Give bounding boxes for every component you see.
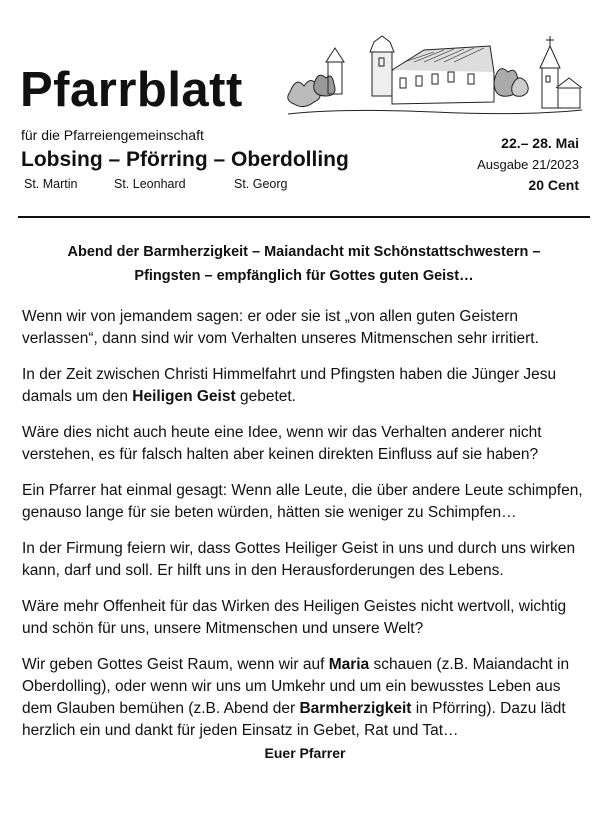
parishes-line: Lobsing – Pförring – Oberdolling — [21, 148, 349, 171]
paragraph-7 — [22, 654, 588, 742]
p7-bold-barmherzigkeit: Barmherzigkeit — [299, 700, 412, 717]
page-title: Pfarrblatt — [20, 63, 243, 117]
issue-info — [477, 133, 579, 196]
p7-text-c: schauen (z.B. Maiandacht in Oberdolling), oder wenn wir uns um Umkehr und um ein bewusstes Leben aus dem Glauben bemühen (z.B. Abend der — [22, 656, 570, 717]
paragraph-6: Wäre mehr Offenheit für das Wirken des Heiligen Geistes nicht wertvoll, wichtig und schön für uns, unsere Mitmenschen und unsere Welt? — [22, 598, 567, 637]
saint-leonhard: St. Leonhard — [114, 177, 186, 191]
paragraph-3: Wäre dies nicht auch heute eine Idee, wenn wir das Verhalten anderer nicht verstehen, es für falsch halten aber keinen direkten Einfluss auf sie haben? — [22, 424, 542, 463]
p7-bold-maria: Maria — [328, 656, 370, 673]
headline-line-1: Abend der Barmherzigkeit – Maiandacht mit Schönstattschwestern – — [67, 244, 541, 260]
paragraph-1: Wenn wir von jemandem sagen: er oder sie ist „von allen guten Geistern verlassen“, dann sind wir vom Verhalten unseres Mitmenschen sehr irritiert. — [22, 308, 539, 347]
signature: Euer Pfarrer — [264, 745, 346, 761]
p7-text-a: Wir geben Gottes Geist Raum, wenn wir auf — [22, 656, 329, 673]
paragraph-4: Ein Pfarrer hat einmal gesagt: Wenn alle Leute, die über andere Leute schimpfen, genauso lange für sie beten würden, hätten sie weniger zu Schimpfen… — [22, 482, 583, 521]
article-headline — [22, 240, 586, 288]
issue-date: 22.– 28. Mai — [501, 135, 579, 151]
issue-edition: Ausgabe 21/2023 — [477, 157, 579, 172]
paragraph-2 — [22, 364, 588, 408]
saint-georg: St. Georg — [234, 177, 288, 191]
church-sketch-illustration — [284, 22, 584, 122]
issue-price: 20 Cent — [528, 177, 579, 193]
p2-text-b: gebetet. — [235, 388, 296, 405]
p7-text-e: in Pförring). Dazu lädt herzlich ein und dankt für jeden Einsatz in Gebet, Rat und Tat… — [22, 700, 566, 739]
p2-bold: Heiligen Geist — [132, 388, 236, 405]
header-divider — [18, 216, 590, 218]
p2-text-a: In der Zeit zwischen Christi Himmelfahrt und Pfingsten haben die Jünger Jesu damals um den — [22, 366, 557, 405]
article-body — [22, 306, 588, 764]
paragraph-5: In der Firmung feiern wir, dass Gottes Heiliger Geist in uns und durch uns wirken kann, darf und soll. Er hilft uns in den Herausforderungen des Lebens. — [22, 540, 576, 579]
headline-line-2: Pfingsten – empfänglich für Gottes guten Geist… — [134, 268, 474, 284]
subtitle: für die Pfarreiengemeinschaft — [21, 127, 204, 143]
saint-martin: St. Martin — [24, 177, 78, 191]
